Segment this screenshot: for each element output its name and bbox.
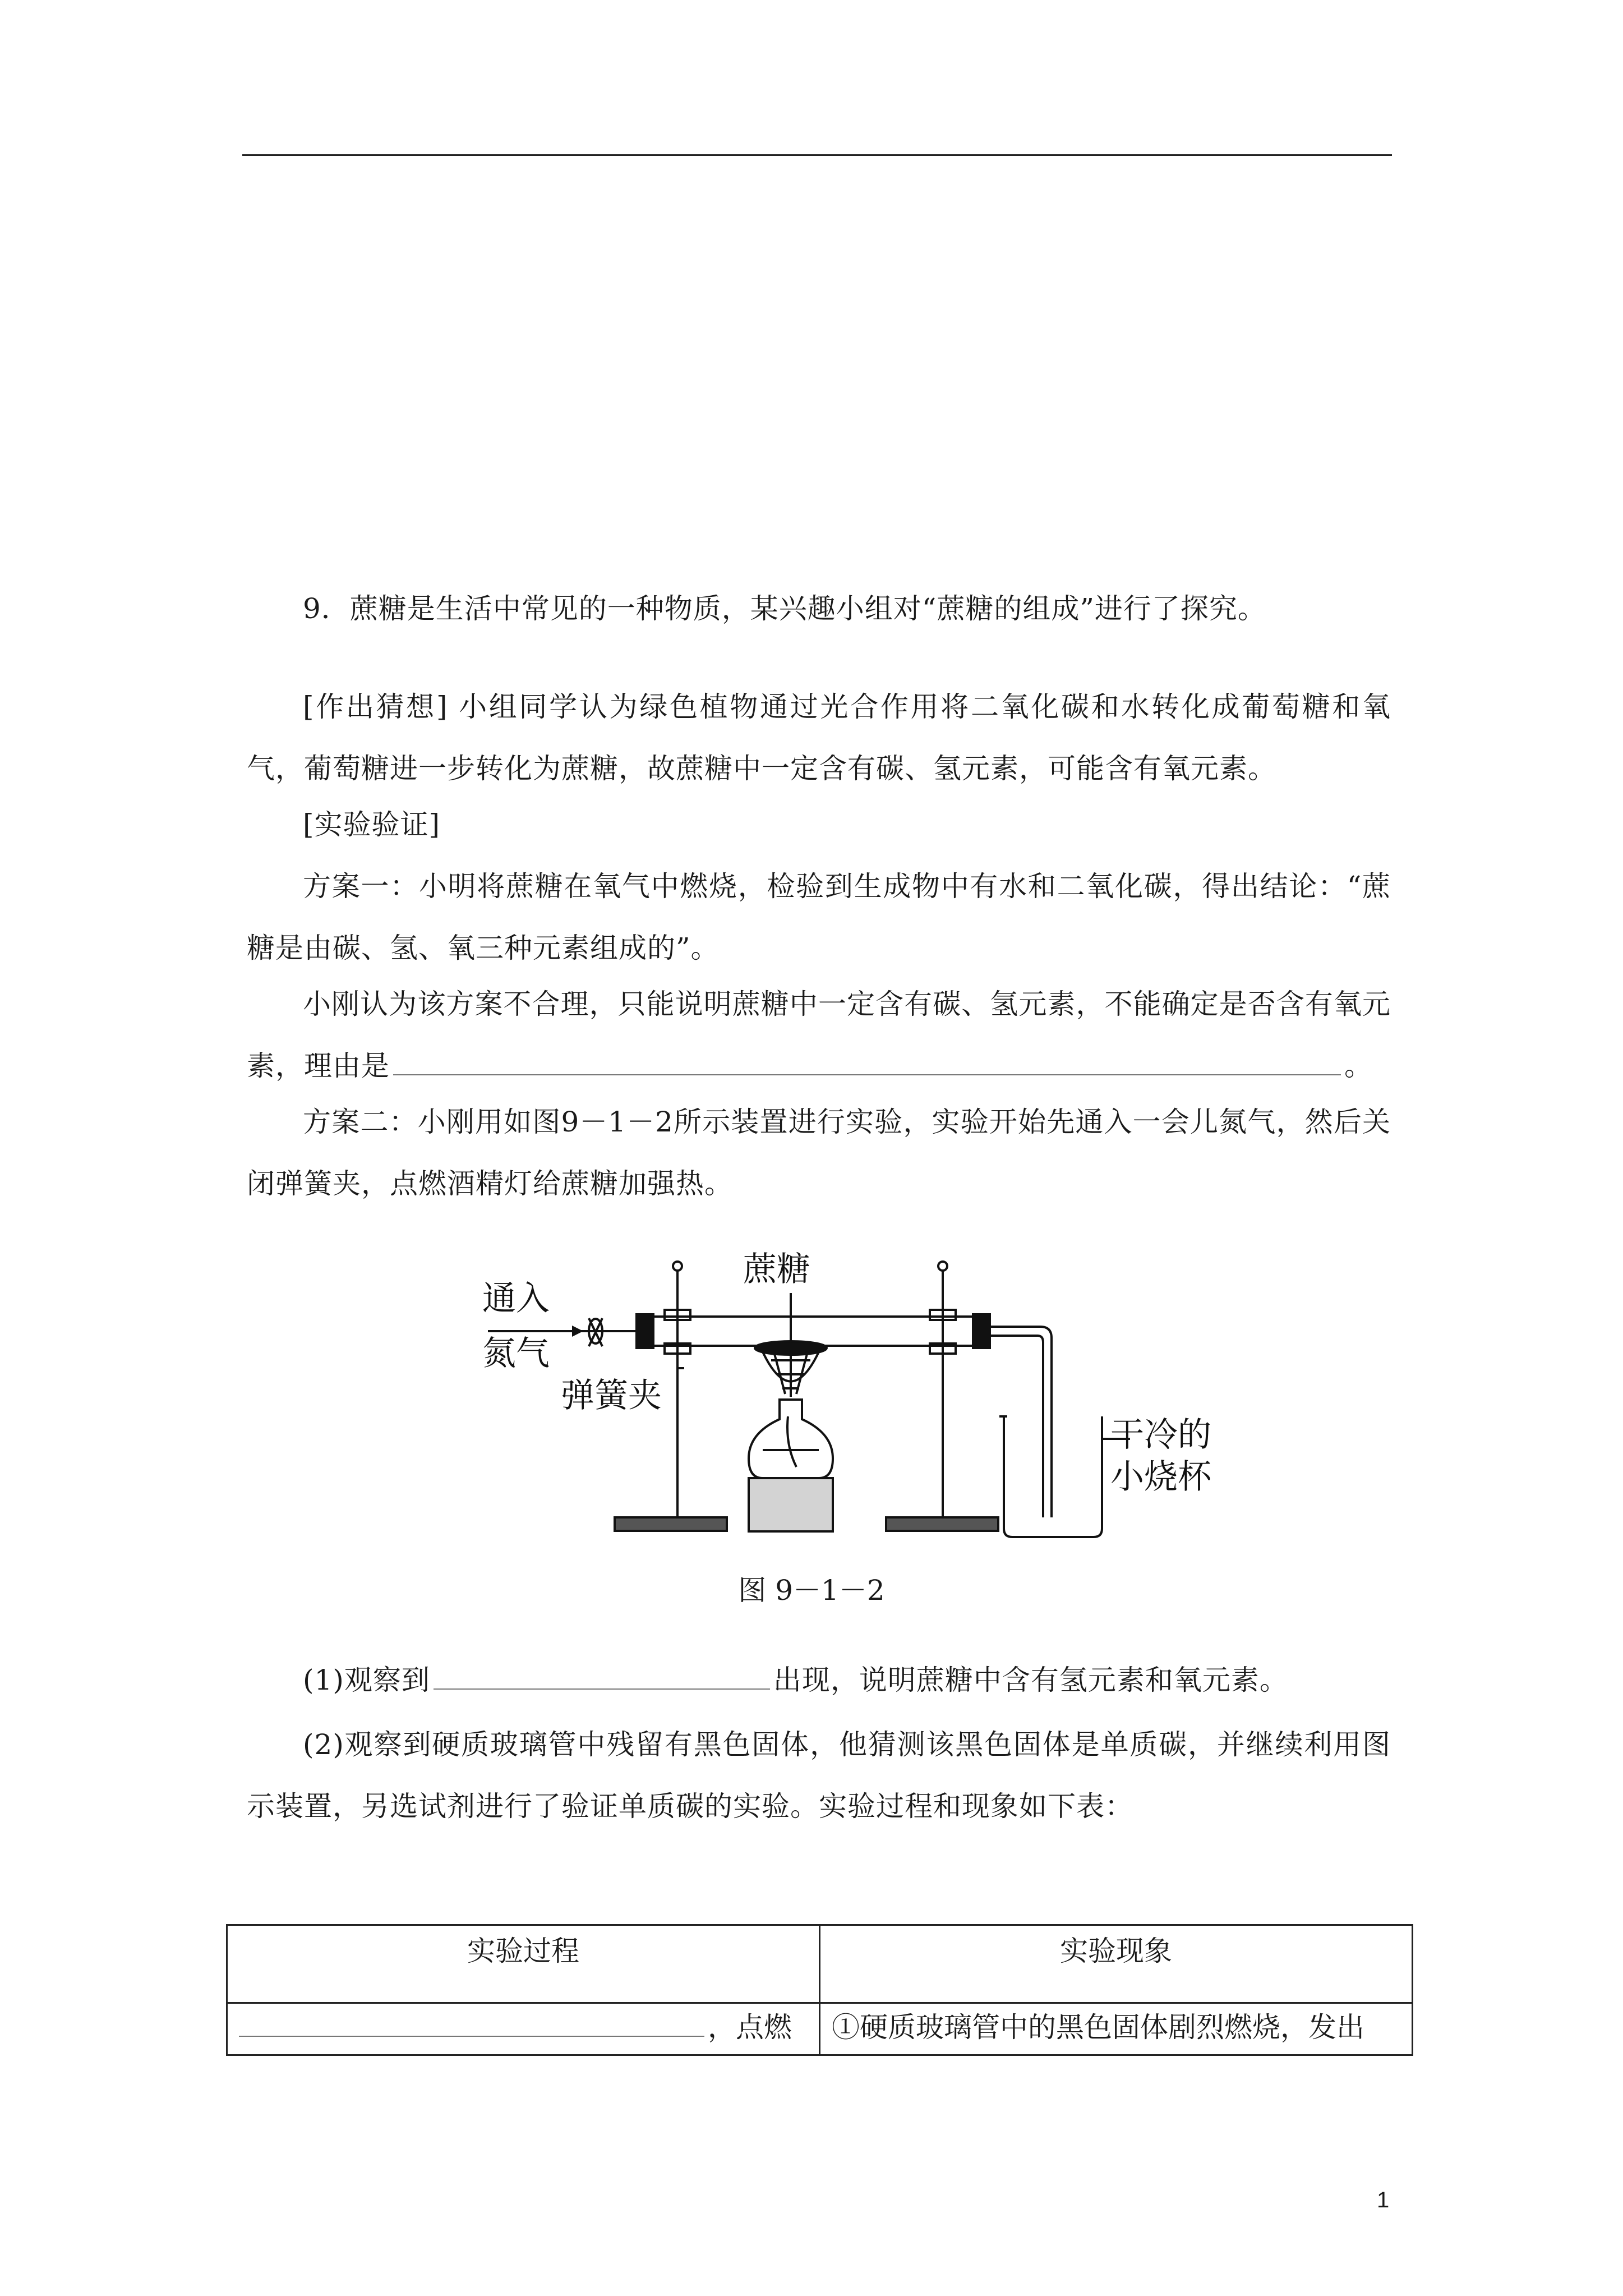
table-row xyxy=(227,2003,1413,2055)
plan-two-paragraph: 方案二：小刚用如图9－1－2所示装置进行实验，实验开始先通入一会儿氮气，然后关闭弹簧夹，点燃酒精灯给蔗糖加强热。 xyxy=(247,1106,1391,1200)
support-block xyxy=(749,1478,833,1531)
cell-process xyxy=(227,2003,820,2055)
label-beaker-line2: 小烧杯 xyxy=(1110,1457,1211,1497)
verification-heading: [实验验证] xyxy=(303,808,441,841)
left-stopper xyxy=(637,1314,653,1348)
right-stopper xyxy=(973,1314,990,1348)
experiment-table xyxy=(226,1924,1413,2056)
label-spring-clamp: 弹簧夹 xyxy=(561,1376,662,1415)
table-header-row xyxy=(227,1925,1413,2003)
answer-blank-process[interactable] xyxy=(239,2007,704,2037)
q1-prefix: (1)观察到 xyxy=(303,1664,430,1696)
inlet-arrow-head xyxy=(572,1326,583,1337)
question-two: (2)观察到硬质玻璃管中残留有黑色固体，他猜测该黑色固体是单质碳，并继续利用图示装置，另选试剂进行了验证单质碳的实验。实验过程和现象如下表： xyxy=(247,1728,1391,1823)
label-inlet-line2: 氮气 xyxy=(482,1334,550,1373)
cell-phenomenon: ①硬质玻璃管中的黑色固体剧烈燃烧，发出 xyxy=(820,2003,1413,2055)
question-intro: 9．蔗糖是生活中常见的一种物质，某兴趣小组对“蔗糖的组成”进行了探究。 xyxy=(303,592,1266,625)
process-suffix: ，点燃 xyxy=(708,2011,792,2044)
label-beaker-line1: 干冷的 xyxy=(1110,1415,1211,1455)
figure-caption: 图 9－1－2 xyxy=(738,1574,885,1607)
critique-text: 小刚认为该方案不合理，只能说明蔗糖中一定含有碳、氢元素，不能确定是否含有氧元素，理由是 xyxy=(247,988,1391,1082)
right-stand-base xyxy=(886,1517,998,1531)
label-inlet-line1: 通入 xyxy=(482,1279,550,1318)
q1-suffix: 出现，说明蔗糖中含有氢元素和氧元素。 xyxy=(773,1664,1288,1696)
label-sucrose: 蔗糖 xyxy=(743,1250,810,1289)
plan-one-paragraph: 方案一：小明将蔗糖在氧气中燃烧，检验到生成物中有水和二氧化碳，得出结论：“蔗糖是由碳、氢、氧三种元素组成的”。 xyxy=(247,870,1391,964)
critique-paragraph xyxy=(247,973,1391,1097)
answer-blank-q1[interactable] xyxy=(434,1659,770,1690)
critique-end: 。 xyxy=(1344,1050,1373,1082)
header-process: 实验过程 xyxy=(227,1925,820,2003)
header-phenomenon: 实验现象 xyxy=(820,1925,1413,2003)
alcohol-lamp xyxy=(749,1400,833,1478)
left-stand-base xyxy=(615,1517,727,1531)
header-rule xyxy=(242,154,1392,156)
hypothesis-paragraph: [作出猜想] 小组同学认为绿色植物通过光合作用将二氧化碳和水转化成葡萄糖和氧气，葡萄糖进一步转化为蔗糖，故蔗糖中一定含有碳、氢元素，可能含有氧元素。 xyxy=(247,691,1391,785)
apparatus-figure xyxy=(449,1248,1234,1540)
page-number: 1 xyxy=(1377,2188,1390,2212)
hard-glass-tube xyxy=(651,1317,976,1346)
answer-blank-reason[interactable] xyxy=(393,1045,1341,1075)
question-one xyxy=(247,1649,1391,1711)
beaker xyxy=(1004,1416,1102,1537)
